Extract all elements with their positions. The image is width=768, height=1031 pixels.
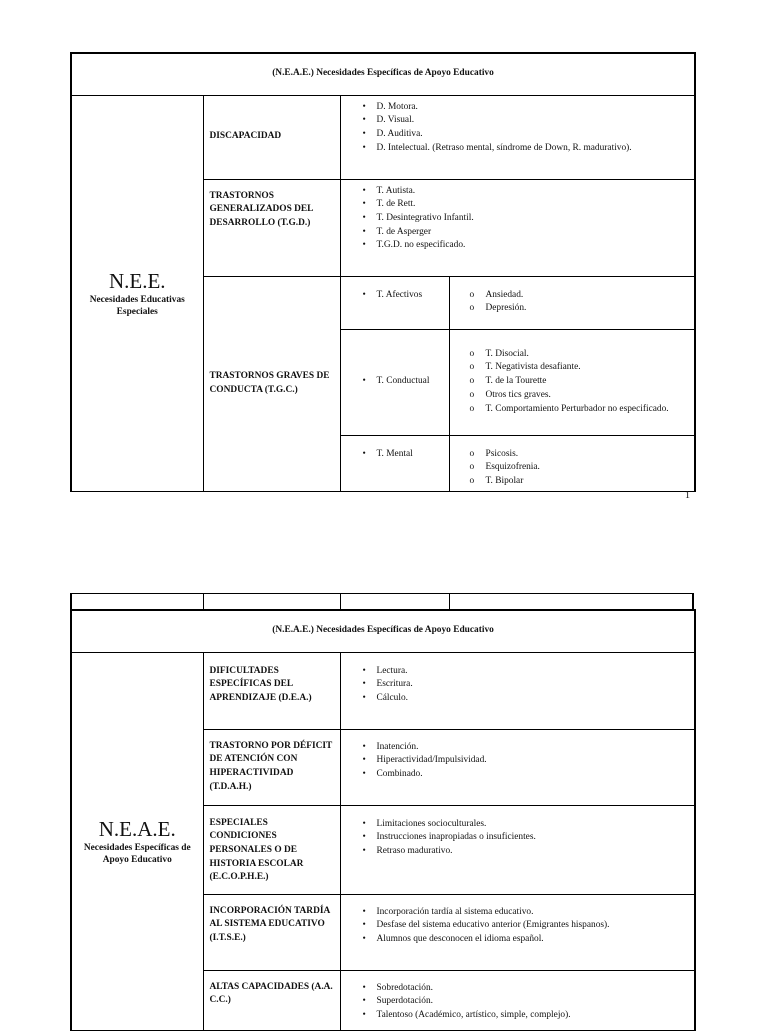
list-item: • D. Auditiva.: [377, 128, 695, 142]
list-item: • D. Visual.: [377, 114, 695, 128]
list-item: • T. Conductual: [377, 375, 449, 389]
ecophe-items-cell: [340, 805, 695, 894]
document-page-2: [0, 560, 768, 1024]
neae-table-page-2: [70, 609, 696, 1031]
list-item: • T. de Asperger: [377, 226, 695, 240]
table-title: (N.E.A.E.) Necesidades Específicas de Apoyo Educativo: [71, 53, 695, 95]
discapacidad-list: [341, 96, 695, 161]
dea-list: [341, 653, 695, 711]
list-item: o Psicosis.: [486, 448, 695, 462]
aacc-list: [341, 971, 695, 1028]
list-item: o Otros tics graves.: [486, 389, 695, 403]
aacc-items-cell: [340, 970, 695, 1030]
tgc-type-afectivos: [340, 276, 449, 329]
tgc-afectivos-items: [449, 276, 695, 329]
tgc-type-mental: [340, 435, 449, 491]
tgd-list: [341, 180, 695, 259]
list-item: • Inatención.: [377, 741, 695, 755]
sub-list: [450, 436, 695, 489]
nee-group-cell: [71, 95, 203, 491]
list-item: • Desfase del sistema educativo anterior (Emigrantes hispanos).: [377, 919, 695, 933]
list-item: o T. Negativista desafiante.: [486, 361, 695, 375]
neae-group-cell: [71, 652, 203, 1030]
list-item: • Alumnos que desconocen el idioma español.: [377, 933, 695, 947]
sub-list: [450, 277, 695, 321]
list-item: o T. Bipolar: [486, 475, 695, 489]
tgd-items-cell: [340, 179, 695, 276]
list-item: • Escritura.: [377, 678, 695, 692]
itse-list: [341, 895, 695, 952]
group-full-name: Necesidades Educativas Especiales: [89, 295, 185, 317]
sub-list: [450, 343, 695, 422]
itse-items-cell: [340, 894, 695, 970]
list-item: • Incorporación tardía al sistema educativo.: [377, 906, 695, 920]
group-abbreviation: N.E.A.E.: [98, 817, 176, 841]
list-item: • Talentoso (Académico, artístico, simple, complejo).: [377, 1009, 695, 1023]
list-item: • T.G.D. no especificado.: [377, 239, 695, 253]
list-item: • T. Afectivos: [377, 289, 449, 303]
list-item: • T. Desintegrativo Infantil.: [377, 212, 695, 226]
table-title: (N.E.A.E.) Necesidades Específicas de Apoyo Educativo: [71, 610, 695, 652]
category-itse: INCORPORACIÓN TARDÍA AL SISTEMA EDUCATIVO (I.T.S.E.): [203, 894, 340, 970]
category-dea: DIFICULTADES ESPECÍFICAS DEL APRENDIZAJE (D.E.A.): [203, 652, 340, 729]
tgc-type-list: [341, 277, 449, 308]
list-item: • T. de Rett.: [377, 198, 695, 212]
list-item: o T. Comportamiento Perturbador no especificado.: [486, 403, 695, 417]
list-item: o T. Disocial.: [486, 348, 695, 362]
tgc-type-list: [341, 370, 449, 394]
list-item: • Hiperactividad/Impulsividad.: [377, 754, 695, 768]
page-number: 1: [685, 490, 690, 501]
list-item: • Limitaciones socioculturales.: [377, 818, 695, 832]
category-tgd: TRASTORNOS GENERALIZADOS DEL DESARROLLO (T.G.D.): [203, 179, 340, 276]
tdah-items-cell: [340, 729, 695, 805]
group-abbreviation: N.E.E.: [108, 269, 166, 293]
list-item: • D. Motora.: [377, 101, 695, 115]
category-tdah: TRASTORNO POR DÉFICIT DE ATENCIÓN CON HIPERACTIVIDAD (T.D.A.H.): [203, 729, 340, 805]
category-aacc: ALTAS CAPACIDADES (A.A. C.C.): [203, 970, 340, 1030]
list-item: • Lectura.: [377, 665, 695, 679]
list-item: o Depresión.: [486, 302, 695, 316]
list-item: o Ansiedad.: [486, 289, 695, 303]
list-item: o Esquizofrenia.: [486, 461, 695, 475]
list-item: • Instrucciones inapropiadas o insuficientes.: [377, 831, 695, 845]
list-item: • T. Autista.: [377, 185, 695, 199]
list-item: • T. Mental: [377, 448, 449, 462]
category-tgc: TRASTORNOS GRAVES DE CONDUCTA (T.G.C.): [203, 276, 340, 491]
ecophe-list: [341, 806, 695, 864]
tgc-conductual-items: [449, 329, 695, 435]
list-item: • Sobredotación.: [377, 982, 695, 996]
list-item: • Combinado.: [377, 768, 695, 782]
list-item: • D. Intelectual. (Retraso mental, síndrome de Down, R. madurativo).: [377, 142, 695, 156]
tdah-list: [341, 730, 695, 787]
tgc-type-list: [341, 436, 449, 467]
group-full-name: Necesidades Específicas de Apoyo Educativo: [83, 843, 191, 865]
list-item: • Cálculo.: [377, 692, 695, 706]
document-page-1: [0, 0, 768, 512]
tgc-type-conductual: [340, 329, 449, 435]
discapacidad-items-cell: [340, 95, 695, 179]
neae-table-page-1: [70, 52, 696, 492]
tgc-mental-items: [449, 435, 695, 491]
category-ecophe: ESPECIALES CONDICIONES PERSONALES O DE HISTORIA ESCOLAR (E.C.O.P.H.E.): [203, 805, 340, 894]
category-discapacidad: DISCAPACIDAD: [203, 95, 340, 179]
dea-items-cell: [340, 652, 695, 729]
list-item: • Superdotación.: [377, 995, 695, 1009]
list-item: o T. de la Tourette: [486, 375, 695, 389]
list-item: • Retraso madurativo.: [377, 845, 695, 859]
